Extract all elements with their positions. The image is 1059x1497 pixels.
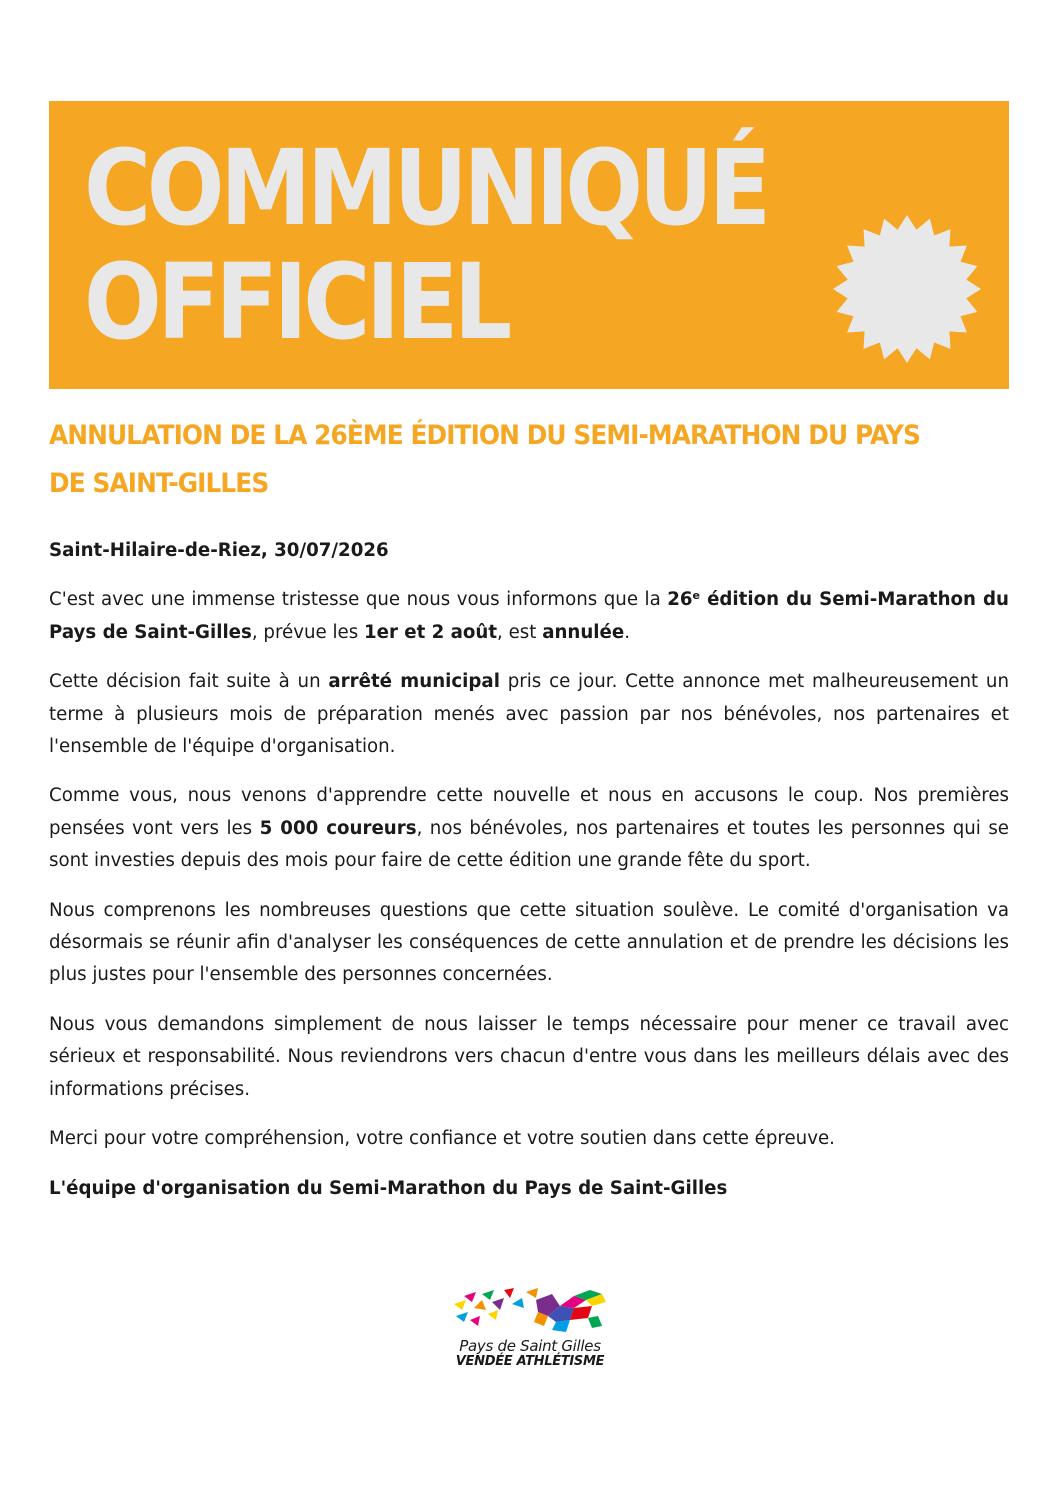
- logo-line2: VENDÉE ATHLÉTISME: [455, 1354, 605, 1369]
- dateline: Saint-Hilaire-de-Riez, 30/07/2026: [49, 540, 389, 561]
- headline: ANNULATION DE LA 26ÈME ÉDITION DU SEMI-MARATHON DU PAYS DE SAINT-GILLES: [49, 420, 920, 499]
- banner-title-line2: OFFICIEL: [84, 241, 508, 363]
- document-body: [49, 535, 1009, 1222]
- signature: L'équipe d'organisation du Semi-Marathon du Pays de Saint-Gilles: [49, 1177, 728, 1199]
- paragraph-4: Nous comprenons les nombreuses questions que cette situation soulève. Le comité d'organisation va désormais se réunir afin d'analyser les conséquences de cette annulation et de prendre les décisions les plus justes pour l'ensemble des personnes concernées.: [49, 899, 1009, 986]
- paragraph-6: Merci pour votre compréhension, votre confiance et votre soutien dans cette épreuve.: [49, 1128, 835, 1150]
- banner-title-line1: COMMUNIQUÉ: [84, 127, 767, 249]
- running-animal-logo-icon: [452, 1286, 608, 1336]
- paragraph-3: Comme vous, nous venons d'apprendre cette nouvelle et nous en accusons le coup. Nos premières pensées vont vers les 5 000 coureurs, nos bénévoles, nos partenaires et toutes les personnes qui se sont investies depuis des mois pour faire de cette édition une grande fête du sport.: [49, 785, 1009, 872]
- banner-title: [84, 127, 767, 363]
- paragraph-5: Nous vous demandons simplement de nous laisser le temps nécessaire pour mener ce travail avec sérieux et responsabilité. Nous reviendrons vers chacun d'entre vous dans les meilleurs délais avec des informations précises.: [49, 1013, 1009, 1100]
- logo-line1: Pays de Saint Gilles: [459, 1337, 601, 1355]
- paragraph-1: C'est avec une immense tristesse que nous vous informons que la 26e édition du Semi-Marathon du Pays de Saint-Gilles, prévue les 1er et 2 août, est annulée.: [49, 589, 1009, 643]
- starburst-icon: [832, 214, 982, 364]
- banner: [49, 101, 1009, 389]
- paragraph-2: Cette décision fait suite à un arrêté municipal pris ce jour. Cette annonce met malheureusement un terme à plusieurs mois de préparation menés avec passion par nos bénévoles, nos partenaires et l'ensemble de l'équipe d'organisation.: [49, 671, 1009, 758]
- club-logo: [444, 1286, 616, 1376]
